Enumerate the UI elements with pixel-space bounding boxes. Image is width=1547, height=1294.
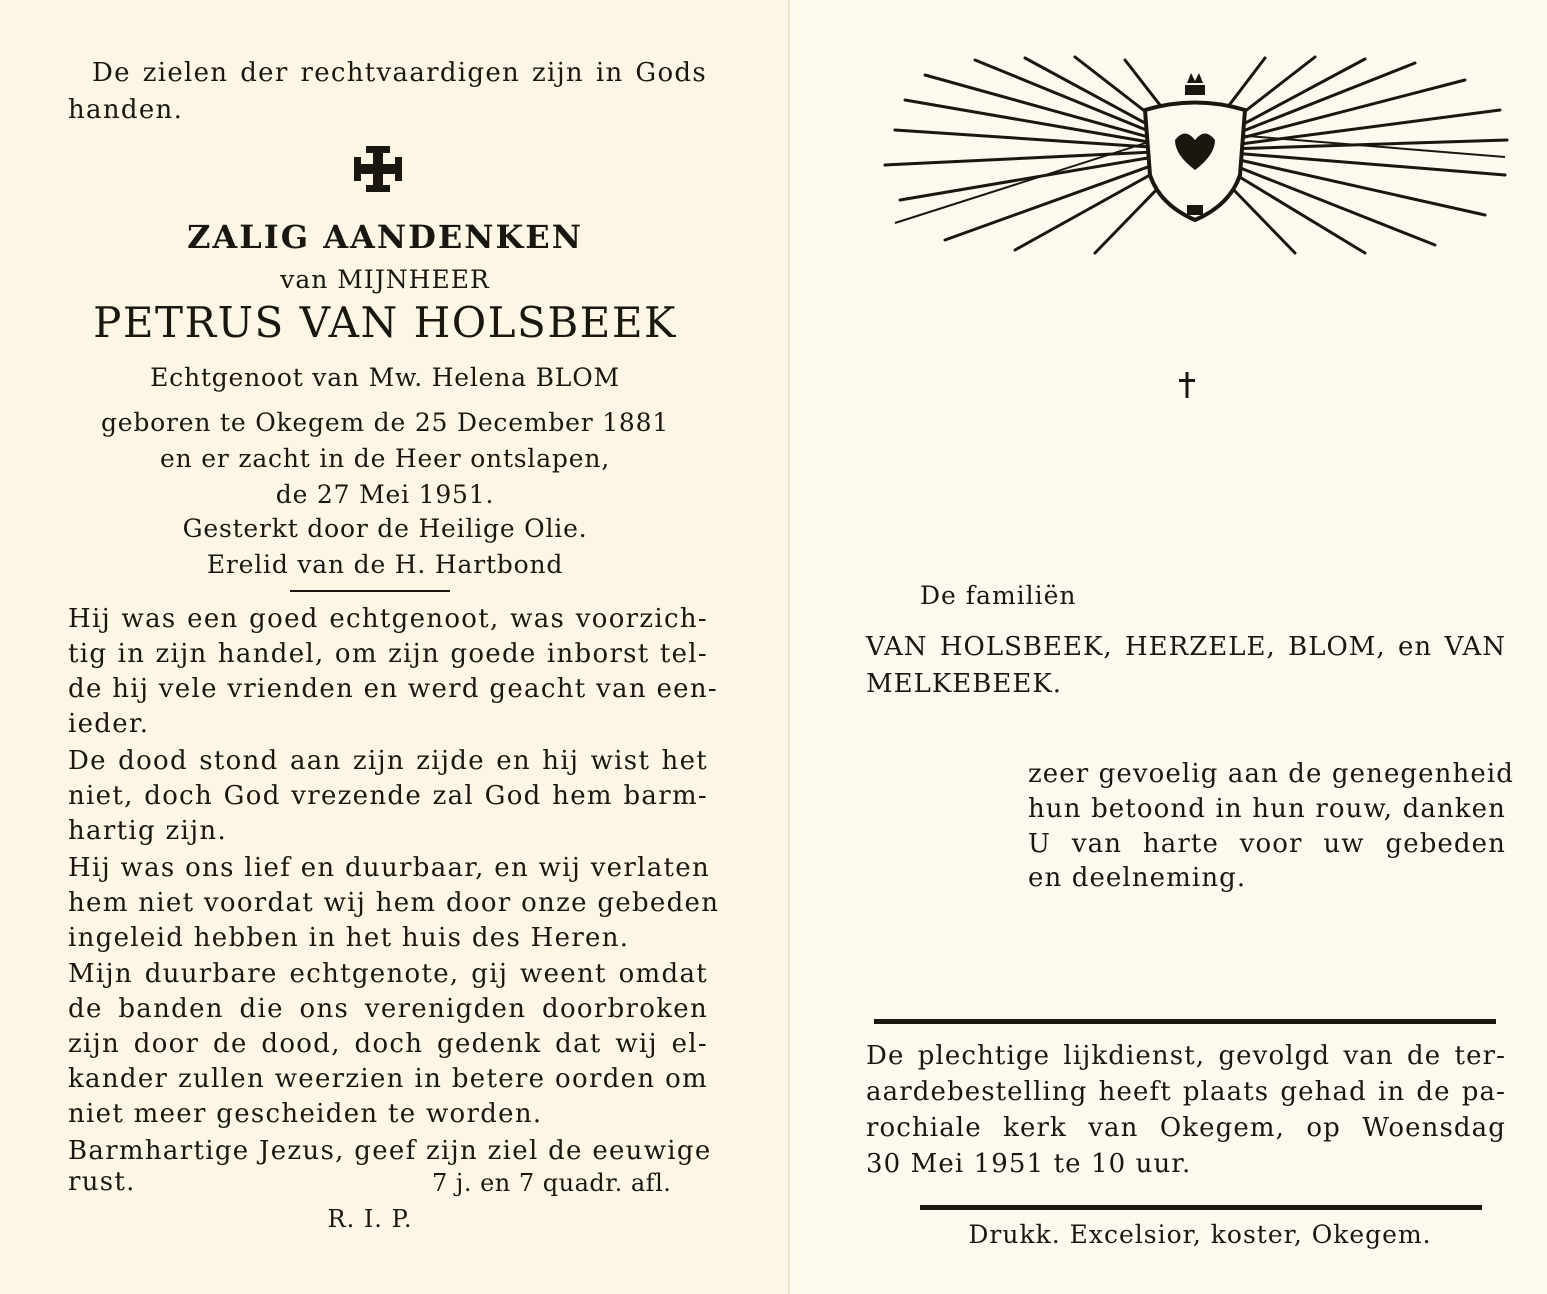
families-intro: De familiën [920,581,1077,610]
funeral-line: rochiale kerk van Okegem, op Woensdag [866,1113,1506,1143]
eulogy-line: kander zullen weerzien in betere oorden om [68,1064,708,1094]
sacrament-line: Gesterkt door de Heilige Olie. [182,514,588,543]
sacred-heart-emblem-icon [875,55,1515,255]
eulogy-line: tig in zijn handel, om zijn goede inborst tel- [68,639,708,669]
birth-line: geboren te Okegem de 25 December 1881 [100,408,670,437]
funeral-line: 30 Mei 1951 te 10 uur. [866,1149,1192,1179]
member-line: Erelid van de H. Hartbond [206,550,564,579]
divider-thick-2 [920,1205,1482,1210]
death-line: en er zacht in de Heer ontslapen, [160,444,610,473]
epigraph-line-2: handen. [68,95,184,125]
families-line-1: VAN HOLSBEEK, HERZELE, BLOM, en VAN [866,632,1506,662]
eulogy-line: hartig zijn. [68,816,228,846]
eulogy-line: Hij was een goed echtgenoot, was voorzich- [68,604,708,634]
eulogy-line: ieder. [68,709,150,739]
eulogy-line: de hij vele vrienden en werd geacht van een- [68,674,718,704]
indulgence-note: 7 j. en 7 quadr. afl. [432,1169,672,1197]
funeral-line: De plechtige lijkdienst, gevolgd van de ter- [866,1041,1506,1071]
deceased-name: PETRUS VAN HOLSBEEK [93,298,677,347]
epigraph-line-1: De zielen der rechtvaardigen zijn in Gods [92,58,707,88]
death-date: de 27 Mei 1951. [275,480,495,509]
eulogy-line: De dood stond aan zijn zijde en hij wist het [68,746,708,776]
heading: ZALIG AANDENKEN [187,218,583,256]
eulogy-last-word: rust. [68,1167,136,1197]
thanks-line: en deelneming. [1028,863,1247,893]
title-prefix: van MIJNHEER [280,265,490,294]
printer-line: Drukk. Excelsior, koster, Okegem. [968,1220,1432,1249]
thanks-line: U van harte voor uw gebeden [1028,829,1506,859]
eulogy-line: Barmhartige Jezus, geef zijn ziel de eeuwige [68,1136,712,1166]
divider [290,590,450,592]
eulogy-line: hem niet voordat wij hem door onze gebeden [68,888,720,918]
divider-thick [874,1019,1496,1024]
thanks-line: hun betoond in hun rouw, danken [1028,794,1506,824]
small-cross-icon [1178,372,1196,398]
eulogy-line: zijn door de dood, doch gedenk dat wij el- [68,1029,708,1059]
rip-text: R. I. P. [327,1205,413,1233]
eulogy-line: Mijn duurbare echtgenote, gij weent omdat [68,959,708,989]
eulogy-line: ingeleid hebben in het huis des Heren. [68,923,630,953]
families-line-2: MELKEBEEK. [866,669,1063,699]
eulogy-line: Hij was ons lief en duurbaar, en wij verlaten [68,853,710,883]
spouse-line: Echtgenoot van Mw. Helena BLOM [150,363,620,392]
cross-potent-icon [354,146,402,192]
thanks-line: zeer gevoelig aan de genegenheid [1028,759,1514,789]
eulogy-line: niet, doch God vrezende zal God hem barm- [68,781,708,811]
funeral-line: aardebestelling heeft plaats gehad in de pa- [866,1077,1506,1107]
eulogy-line: niet meer gescheiden te worden. [68,1099,543,1129]
eulogy-line: de banden die ons verenigden doorbroken [68,994,708,1024]
